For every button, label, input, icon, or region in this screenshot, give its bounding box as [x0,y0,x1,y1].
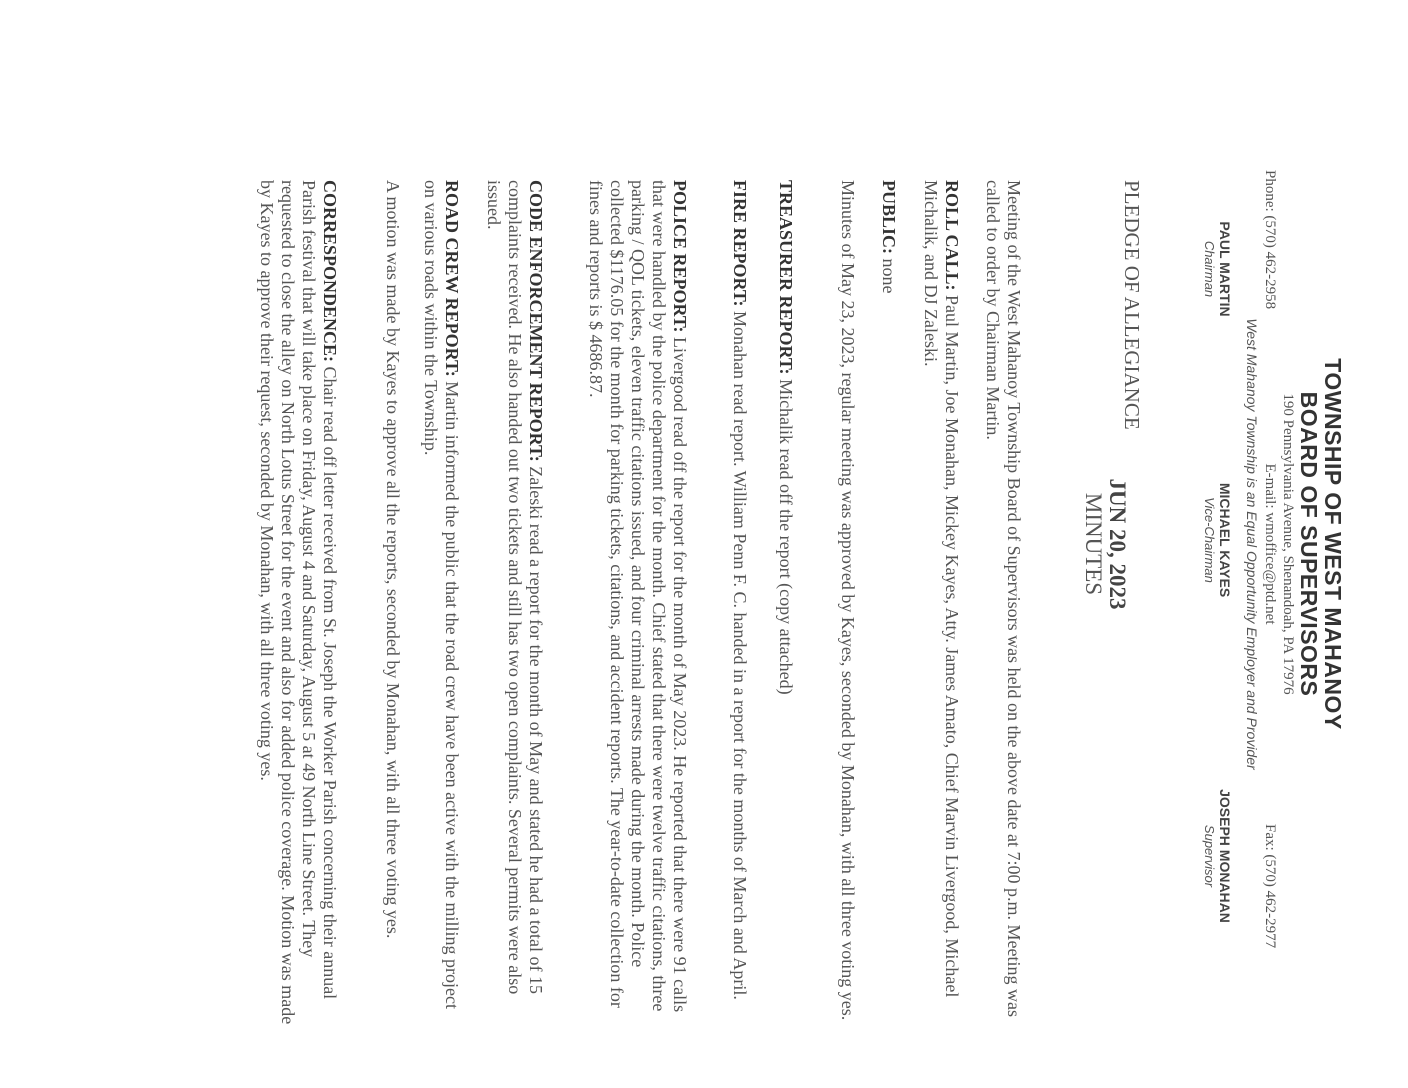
township-title: TOWNSHIP OF WEST MAHANOY [1320,358,1346,730]
police-paragraph [585,180,690,1030]
public-text: none [879,254,899,294]
road-crew-paragraph [420,180,462,1030]
minutes-approval-paragraph: Minutes of May 23, 2023, regular meeting was approved by Kayes, seconded by Monahan, with all three voting yes. [838,180,858,1021]
phone-line: Phone: (570) 462-2958 [1262,170,1278,310]
code-enforcement-paragraph [483,180,546,1030]
fire-label: FIRE REPORT: [730,180,750,307]
official-role: Supervisor [1202,824,1217,888]
fire-paragraph [729,180,750,1030]
official-chairman [1202,204,1233,334]
email-line: E-mail: wmoffice@ptd.net [1262,463,1278,625]
correspondence-paragraph [256,180,340,1030]
address-line: 190 Pennsylvania Avenue, Shenandoah, PA 17976 [1280,393,1296,695]
roll-call-label: ROLL CALL: [942,180,962,291]
intro-paragraph: Meeting of the West Mahanoy Township Board of Supervisors was held on the above date at 7:00 p.m. Meeting was called to order by Chairman Martin. [983,180,1024,1017]
road-crew-text: Martin informed the public that the road crew have been active with the milling project on various roads within the Township. [421,180,462,1010]
official-role: Vice-Chairman [1202,497,1217,583]
roll-call-text: Paul Martin, Joe Monahan, Mickey Kayes, Atty. James Amato, Chief Marvin Livergood, Michael Michalik, and DJ Zaleski. [921,180,962,998]
treasurer-text: Michalik read off the report (copy attached) [776,374,796,695]
official-name: JOSEPH MONAHAN [1217,789,1233,923]
road-crew-label: ROAD CREW REPORT: [442,180,462,377]
official-name: PAUL MARTIN [1217,221,1233,317]
pledge-heading: PLEDGE OF ALLEGIANCE [1120,180,1144,430]
police-label: POLICE REPORT: [670,180,690,333]
official-role: Chairman [1202,240,1217,298]
police-text: Livergood read off the report for the month of May 2023. He reported that there were 91 calls that were handled by the police department for the month. Chief stated that there were twelve traffic citations, three parking / QOL tickets, eleven traffic citations issued, and four criminal arrests made during the month. Police collected $1176.05 for the month for parking tickets, citations, and accident reports. The year-to-date collection for fines and reports is $ 4686.87. [586,180,690,1013]
minutes-heading: MINUTES [1081,492,1106,596]
code-enforcement-text: Zaleski read a report for the month of May and stated he had a total of 15 complaints received. He also handed out two tickets and still has two open complaints. Several permits were also issued. [484,180,546,995]
meeting-date: JUN 20, 2023 [1105,478,1130,610]
correspondence-label: CORRESPONDENCE: [320,180,340,363]
public-paragraph [878,180,899,1030]
treasurer-paragraph [775,180,796,1030]
treasurer-label: TREASURER REPORT: [776,180,796,375]
official-name: MICHAEL KAYES [1217,482,1233,598]
equal-opportunity-statement: West Mahanoy Township is an Equal Opportunity Employer and Provider [1244,318,1260,770]
motion-paragraph: A motion was made by Kayes to approve all the reports, seconded by Monahan, with all three voting yes. [383,180,403,939]
official-vice-chairman [1202,460,1233,620]
code-enforcement-label: CODE ENFORCEMENT REPORT: [526,180,546,462]
roll-call-paragraph [920,180,962,1030]
correspondence-text: Chair read off letter received from St. Joseph the Worker Parish concerning their annual Parish festival that will take place on Friday, August 4 and Saturday, August 5 at 49 North Line Street. They requested to close the alley on North Lotus Street for the event and also for added police coverage. Motion was made by Kayes to approve their request, seconded by Monahan, with all three voting yes. [257,180,340,1025]
board-title: BOARD OF SUPERVISORS [1296,391,1322,697]
fire-text: Monahan read report. William Penn F. C. handed in a report for the months of March and April. [730,306,750,1000]
official-supervisor [1202,766,1233,946]
fax-line: Fax: (570) 462-2977 [1262,824,1278,949]
public-label: PUBLIC: [879,180,899,255]
